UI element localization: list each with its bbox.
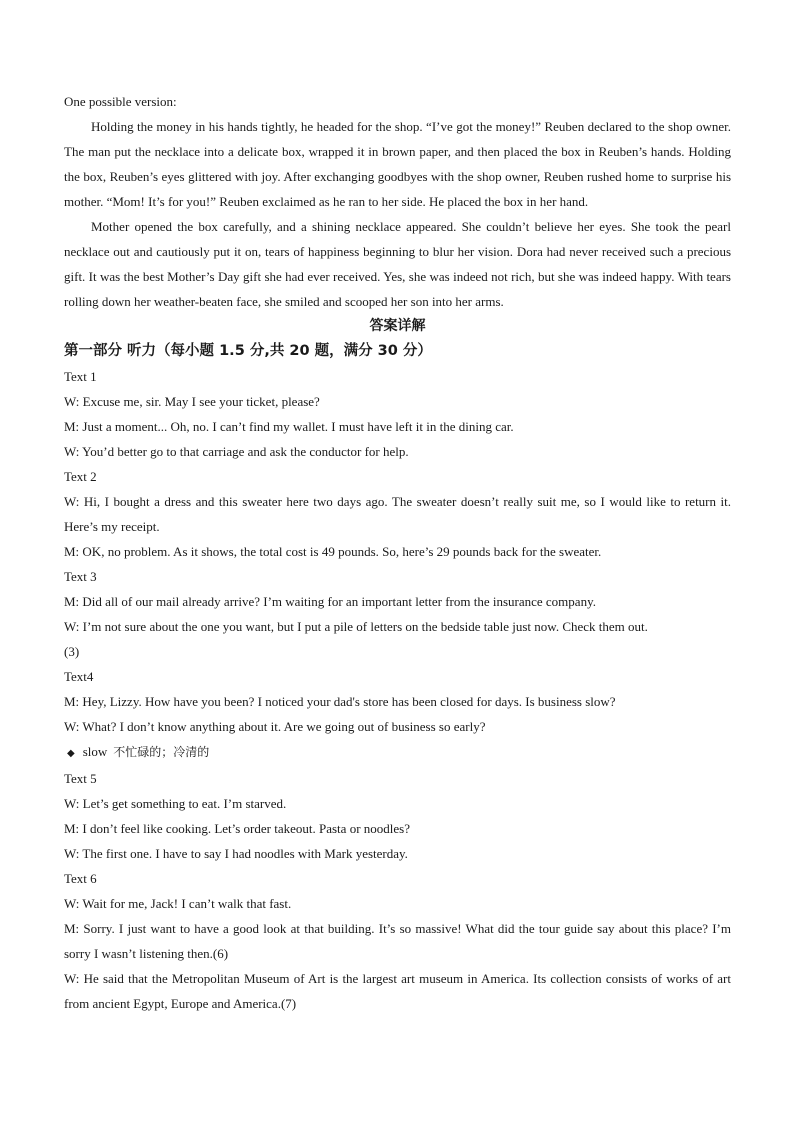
dialogue-line: M: Just a moment... Oh, no. I can’t find my wallet. I must have left it in the dining car. bbox=[64, 419, 514, 434]
dialogue-line: W: I’m not sure about the one you want, but I put a pile of letters on the bedside table just now. Check them out. bbox=[64, 619, 648, 634]
vocab-meaning: 不忙碌的；冷清的 bbox=[113, 745, 210, 759]
dialogue-line: M: Did all of our mail already arrive? I’m waiting for an important letter from the insurance company. bbox=[64, 594, 596, 609]
question-marker: (3) bbox=[64, 644, 80, 659]
dialogue-line: W: He said that the Metropolitan Museum of Art is the largest art museum in America. Its collection consists of works of art from ancient Egypt, Europe and America.(7) bbox=[64, 971, 731, 1011]
text-label: Text4 bbox=[64, 669, 94, 684]
dialogue-line: M: OK, no problem. As it shows, the total cost is 49 pounds. So, here’s 29 pounds back for the sweater. bbox=[64, 544, 602, 559]
document-page bbox=[64, 89, 731, 1016]
dialogue-line: W: You’d better go to that carriage and ask the conductor for help. bbox=[64, 444, 409, 459]
vocab-note bbox=[64, 739, 731, 766]
text-label: Text 3 bbox=[64, 569, 97, 584]
text-label: Text 1 bbox=[64, 369, 97, 384]
dialogue-line: M: Sorry. I just want to have a good look at that building. It’s so massive! What did the tour guide say about this place? I’m sorry I wasn’t listening then.(6) bbox=[64, 921, 731, 961]
dialogue-line: W: What? I don’t know anything about it. Are we going out of business so early? bbox=[64, 719, 486, 734]
diamond-bullet-icon: ◆ bbox=[67, 748, 75, 759]
vocab-word: slow bbox=[82, 744, 108, 759]
essay-paragraph-1: Holding the money in his hands tightly, he headed for the shop. “I’ve got the money!” Reuben declared to the shop owner. The man put the necklace into a delicate box, wrapped it in brown paper, and then placed the box in Reuben’s hands. Holding the box, Reuben’s eyes glittered with joy. After exchanging goodbyes with the shop owner, Reuben rushed home to surprise his mother. “Mom! It’s for you!” Reuben exclaimed as he ran to her side. He placed the box in her hand. bbox=[64, 119, 731, 209]
dialogue-line: W: Hi, I bought a dress and this sweater here two days ago. The sweater doesn’t really suit me, so I would like to return it. Here’s my receipt. bbox=[64, 494, 731, 534]
dialogue-line: W: Let’s get something to eat. I’m starved. bbox=[64, 796, 287, 811]
essay-paragraph-2: Mother opened the box carefully, and a shining necklace appeared. She couldn’t believe her eyes. She took the pearl necklace out and cautiously put it on, tears of happiness beginning to blur her vision. Dora had never received such a precious gift. It was the best Mother’s Day gift she had ever received. Yes, she was indeed not rich, but she was indeed happy. With tears rolling down her weather-beaten face, she smiled and scooped her son into her arms. bbox=[64, 219, 731, 309]
dialogue-line: M: I don’t feel like cooking. Let’s order takeout. Pasta or noodles? bbox=[64, 821, 410, 836]
dialogue-line: W: The first one. I have to say I had noodles with Mark yesterday. bbox=[64, 846, 408, 861]
dialogue-line: W: Wait for me, Jack! I can’t walk that fast. bbox=[64, 896, 292, 911]
text-label: Text 6 bbox=[64, 871, 97, 886]
essay-heading: One possible version: bbox=[64, 94, 177, 109]
text-label: Text 2 bbox=[64, 469, 97, 484]
text-label: Text 5 bbox=[64, 771, 97, 786]
dialogue-line: W: Excuse me, sir. May I see your ticket, please? bbox=[64, 394, 320, 409]
section-title: 第一部分 听力（每小题 1.5 分,共 20 题，满分 30 分） bbox=[64, 343, 432, 359]
answer-title: 答案详解 bbox=[369, 318, 426, 334]
dialogue-line: M: Hey, Lizzy. How have you been? I noticed your dad's store has been closed for days. Is business slow? bbox=[64, 694, 616, 709]
